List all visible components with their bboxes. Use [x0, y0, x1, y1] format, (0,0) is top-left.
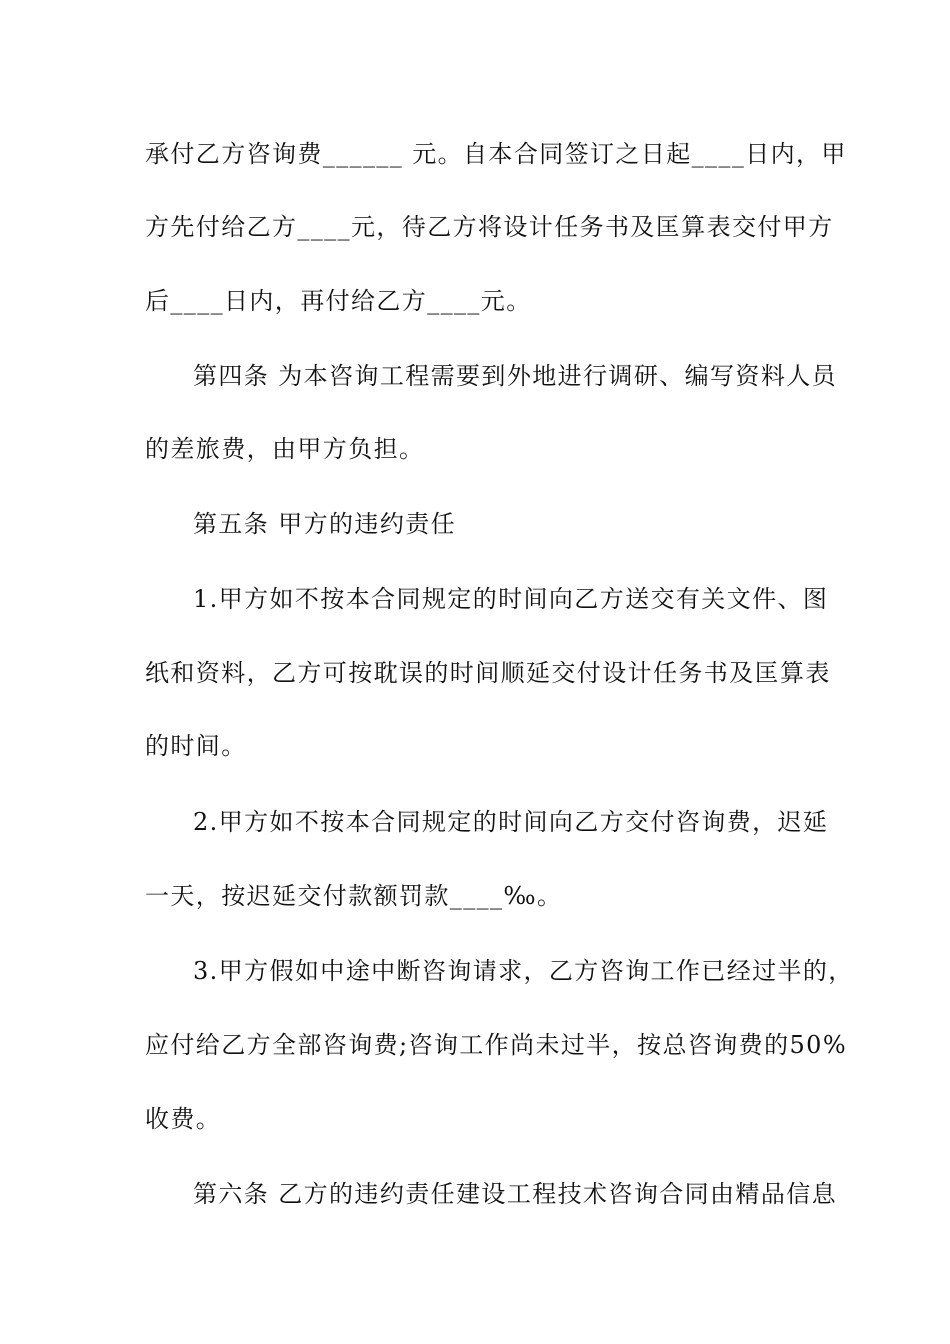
text-line: 收费。: [145, 1105, 222, 1133]
text-line: 一天，按迟延交付款额罚款____‰。: [145, 882, 563, 910]
text-line: 承付乙方咨询费______ 元。自本合同签订之日起____日内，甲: [145, 140, 847, 168]
text-line: 应付给乙方全部咨询费;咨询工作尚未过半，按总咨询费的50%: [145, 1031, 848, 1059]
text-line: 纸和资料，乙方可按耽误的时间顺延交付设计任务书及匡算表: [145, 659, 831, 687]
text-line: 的差旅费，由甲方负担。: [145, 435, 425, 463]
article-6-heading-line: 第六条 乙方的违约责任建设工程技术咨询合同由精品信息: [193, 1180, 838, 1208]
text-line: 后____日内，再付给乙方____元。: [145, 287, 532, 315]
text-line: 的时间。: [145, 732, 247, 760]
article-5-heading: 第五条 甲方的违约责任: [193, 510, 457, 538]
article-4-heading-line: 第四条 为本咨询工程需要到外地进行调研、编写资料人员: [193, 362, 838, 390]
clause-3-line: 3.甲方假如中途中断咨询请求，乙方咨询工作已经过半的，: [193, 957, 854, 985]
text-line: 方先付给乙方____元，待乙方将设计任务书及匡算表交付甲方: [145, 213, 834, 241]
clause-1-line: 1.甲方如不按本合同规定的时间向乙方送交有关文件、图: [193, 585, 829, 613]
clause-2-line: 2.甲方如不按本合同规定的时间向乙方交付咨询费，迟延: [193, 808, 829, 836]
